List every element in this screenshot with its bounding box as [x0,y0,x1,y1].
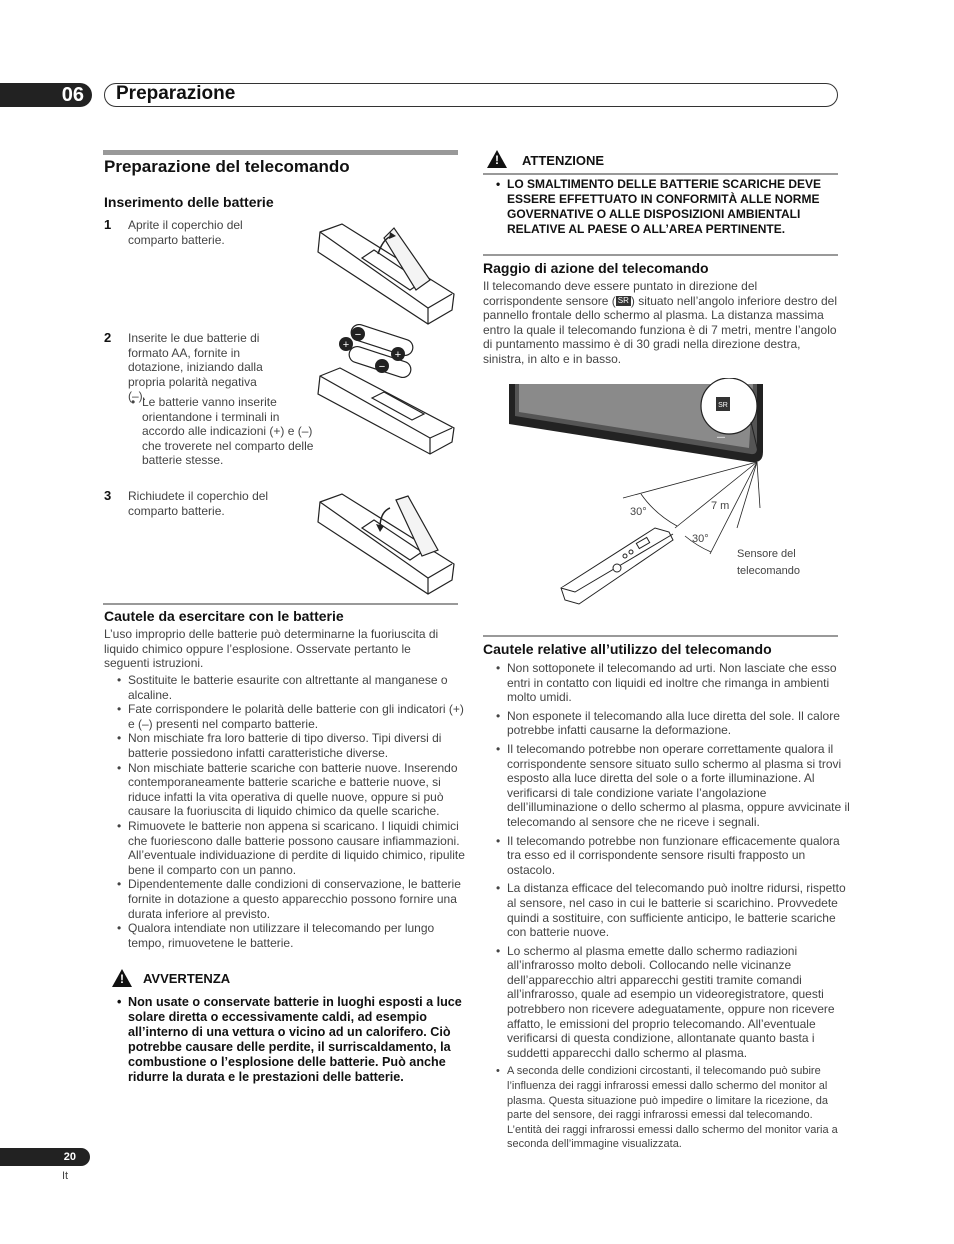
step-text: Aprite il coperchio del comparto batterie. [128,218,243,247]
step-bullet-list [130,395,320,468]
list-item: • Rimuovete le batterie non appena si scaricano. I liquidi chimici che fuoriescono dalle batterie possono causare infiammazioni. All’eventuale individuazione di perdite di liquido chimico, ripulite bene il comparto con un panno. [128,819,470,877]
angle-right-label: 30° [692,533,709,545]
section-rule [483,254,838,256]
distance-label: 7 m [711,500,730,512]
list-item: • Qualora intendiate non utilizzare il telecomando per lungo tempo, rimuovetene le batterie. [128,921,470,950]
list-item: • Non esponete il telecomando alla luce diretta del sole. Il calore potrebbe infatti causarne la deformazione. [507,709,850,738]
list-item: • Non mischiate batterie scariche con batterie nuove. Inserendo contemporaneamente batterie scariche e batterie nuove, si riduce infatti la vita operativa di quelle nuove, oppure si può causare la fuoriuscita di liquido chimico da quelle scariche. [128,761,470,819]
cautions-title: Cautele da esercitare con le batterie [104,608,344,624]
remote-range-diagram [505,378,837,614]
step-number: 1 [104,217,112,232]
list-item: • Non sottoponete il telecomando ad urti. Non lasciate che esso entri in contatto con liquidi ed inoltre che rimanga in ambienti molto umidi. [507,661,850,705]
warning-list [116,995,470,1085]
cautions-list [116,673,470,950]
svg-text:+: + [342,339,350,351]
svg-text:−: − [354,329,362,341]
batteries-title: Inserimento delle batterie [104,194,274,210]
remote-open-cover-illustration [312,220,458,328]
step-number: 2 [104,330,112,345]
list-item: • Sostituite le batterie esaurite con altrettante al manganese o alcaline. [128,673,470,702]
section-rule [483,635,838,637]
sensor-symbol-icon: SR [617,296,629,306]
attention-title: ATTENZIONE [522,153,605,168]
battery-insertion-illustration [312,324,462,456]
list-item: • Il telecomando potrebbe non funzionare efficacemente qualora tra esso ed il corrispondente sensore risulti frapposto un ostacolo. [507,834,850,878]
warning-title: AVVERTENZA [143,971,231,986]
sensor-label: SR [718,402,728,409]
list-item: • Il telecomando potrebbe non operare correttamente qualora il corrispondente sensore situato sullo schermo al plasma si trovi esposto alla luce diretta del sole o a forte illuminazione. Al verificarsi di tale condizione variate l’angolazione dell’illuminazione o dello schermo al plasma, oppure avvicinate il telecomando al sensore che ne riceve i segnali. [507,742,850,830]
sensor-caption: Sensore del [737,548,796,560]
chapter-number-tab: 06 [0,83,92,107]
warning-icon [112,969,132,987]
usage-list [495,661,850,1152]
range-text [483,279,839,367]
page-language: It [62,1170,69,1182]
list-item: • A seconda delle condizioni circostanti, il telecomando può subire l’influenza dei raggi infrarossi emessi dallo schermo del monitor al plasma. Questa situazione può impedire o limitare la ricezione, da parte del sensore, dei raggi infrarossi emessi dal telecomando. L’entità dei raggi infrarossi emessi dallo schermo del monitor varia a seconda dell’immagine visualizzata. [507,1064,850,1152]
range-text-part: Il telecomando deve essere puntato in direzione del corrispondente sensore ( [483,279,758,308]
section-title: Preparazione del telecomando [104,157,350,176]
attention-icon [487,150,507,168]
brand-mark: ▬▬ [717,434,725,439]
list-item: • Dipendentemente dalle condizioni di conservazione, le batterie fornite in dotazione a questo apparecchio possono fornire una durata inferiore al previsto. [128,877,470,921]
step-text: Richiudete il coperchio del comparto batterie. [128,489,269,518]
step-number: 3 [104,488,112,503]
step-text: Inserite le due batterie di formato AA, fornite in dotazione, iniziando dalla propria polarità negativa (–). [128,331,263,404]
angle-left-label: 30° [630,506,647,518]
sensor-caption: telecomando [737,565,800,577]
chapter-title: Preparazione [116,83,236,104]
page-number: 20 [0,1148,90,1166]
warning-text: • Non usate o conservate batterie in luoghi esposti a luce solare diretta o eccessivamente caldi, ad esempio all’interno di una vettura o vicino ad un calorifero. Ciò potrebbe causare delle perdite, il surriscaldamento, la combustione o l’esplosione delle batterie. Può anche ridurre la durata e le prestazioni delle batterie. [128,995,470,1085]
step-bullet: • Le batterie vanno inserite orientandone i terminali in accordo alle indicazioni (+) e (–) che troverete nel comparto delle batterie stesse. [142,395,320,468]
section-rule [103,603,458,605]
remote-close-cover-illustration [312,490,458,598]
svg-text:+: + [394,349,402,361]
cautions-intro: L’uso improprio delle batterie può determinarne la fuoriuscita di liquido chimico oppure l’esplosione. Osservate pertanto le seguenti istruzioni. [104,627,439,671]
attention-list [495,177,850,237]
range-title: Raggio di azione del telecomando [483,260,709,276]
attention-text: • LO SMALTIMENTO DELLE BATTERIE SCARICHE DEVE ESSERE EFFETTUATO IN CONFORMITÀ ALLE NORME GOVERNATIVE O ALLE DISPOSIZIONI AMBIENTALI RELATIVE AL PAESE O ALL’AREA PERTINENTE. [507,177,850,237]
svg-text:−: − [378,361,386,373]
section-rule [483,173,838,175]
usage-title: Cautele relative all’utilizzo del telecomando [483,641,772,657]
list-item: • Non mischiate fra loro batterie di tipo diverso. Tipi diversi di batterie possiedono infatti caratteristiche diverse. [128,731,470,760]
list-item: • La distanza efficace del telecomando può inoltre ridursi, rispetto al sensore, nel caso in cui le batterie si scarichino. Provvedete quindi a sostituire, con sufficiente anticipo, le batterie scariche con batterie nuove. [507,881,850,939]
list-item: • Fate corrispondere le polarità delle batterie con gli indicatori (+) e (–) presenti nel comparto batterie. [128,702,470,731]
section-rule [103,150,458,155]
range-text-part: ) situato nell’angolo inferiore destro del pannello frontale dello schermo al plasma. La distanza massima entro la quale il telecomando funziona è di 7 metri, mentre l’angolo di puntamento massimo è di 30 gradi nella direzione destra, sinistra, in alto e in basso. [483,293,837,366]
list-item: • Lo schermo al plasma emette dallo schermo radiazioni all’infrarosso molto deboli. Collocando nelle vicinanze dell’apparecchio altri apparecchi gestiti tramite comandi all’infrarosso, quale ad esempio un videoregistratore, questi potrebbero non ricevere adeguatamente, oppure non ricevere affatto, le emissioni del proprio telecomando. All’eventuale verificarsi di questa condizione, allontanate quanto basta i suddetti apparecchi dallo schermo al plasma. [507,944,850,1061]
